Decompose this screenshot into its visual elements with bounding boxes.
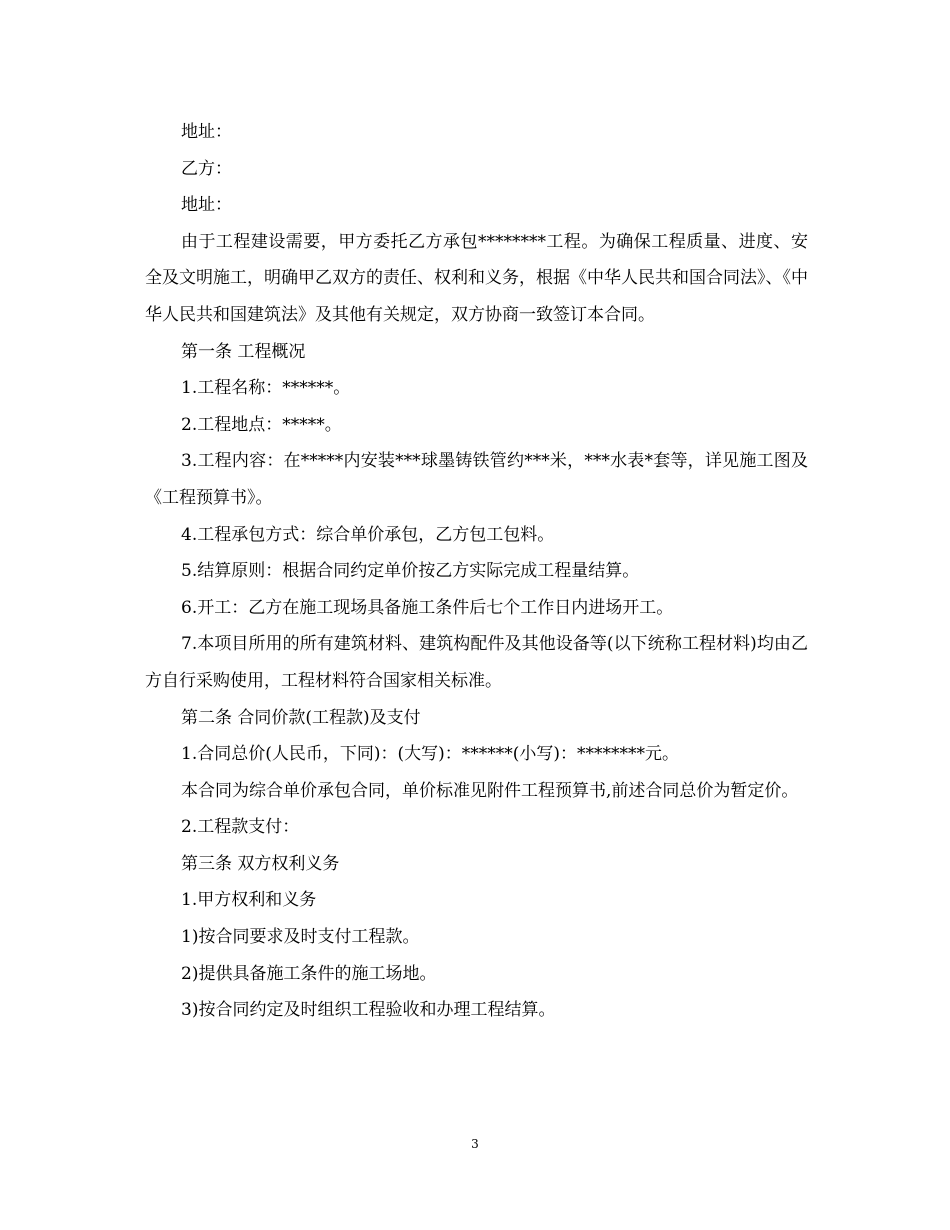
clause-1-4: 4.工程承包方式：综合单价承包，乙方包工包料。 [181, 524, 555, 545]
clause-3-1-3: 3)按合同约定及时组织工程验收和办理工程结算。 [181, 1000, 556, 1021]
clause-1-1: 1.工程名称：******。 [181, 378, 351, 399]
clause-1-2: 2.工程地点：*****。 [181, 414, 342, 435]
clause-2-1: 1.合同总价(人民币，下同)：(大写)：******(小写)：********元。 [181, 744, 680, 765]
clause-3-1-1: 1)按合同要求及时支付工程款。 [181, 927, 420, 948]
page-number: 3 [471, 1137, 479, 1151]
clause-1-5: 5.结算原则：根据合同约定单价按乙方实际完成工程量结算。 [181, 561, 640, 582]
clause-1-3: 3.工程内容：在*****内安装***球墨铸铁管约***米，***水表*套等，详见施工图及《工程预算书》。 [145, 451, 808, 508]
heading-article-2: 第二条 合同价款(工程款)及支付 [181, 707, 421, 728]
clause-3-1-2: 2)提供具备施工条件的施工场地。 [181, 963, 437, 984]
paragraph-preamble: 由于工程建设需要，甲方委托乙方承包********工程。为确保工程质量、进度、安全及文明施工，明确甲乙双方的责任、权利和义务，根据《中华人民共和国合同法》、《中华人民共和国建筑法》及其他有关规定，双方协商一致签订本合同。 [145, 231, 808, 325]
paragraph-party-b: 乙方： [181, 158, 232, 179]
clause-2-note: 本合同为综合单价承包合同，单价标准见附件工程预算书,前述合同总价为暂定价。 [181, 780, 799, 801]
paragraph-party-b-address: 地址： [181, 195, 232, 216]
clause-1-6: 6.开工：乙方在施工现场具备施工条件后七个工作日内进场开工。 [181, 597, 674, 618]
clause-3-1: 1.甲方权利和义务 [181, 890, 317, 911]
clause-1-7: 7.本项目所用的所有建筑材料、建筑构配件及其他设备等(以下统称工程材料)均由乙方自行采购使用，工程材料符合国家相关标准。 [145, 634, 808, 691]
heading-article-3: 第三条 双方权利义务 [181, 853, 340, 874]
clause-2-2: 2.工程款支付： [181, 817, 300, 838]
heading-article-1: 第一条 工程概况 [181, 341, 306, 362]
document-body [145, 114, 808, 1029]
paragraph-party-a-address: 地址： [181, 122, 232, 142]
